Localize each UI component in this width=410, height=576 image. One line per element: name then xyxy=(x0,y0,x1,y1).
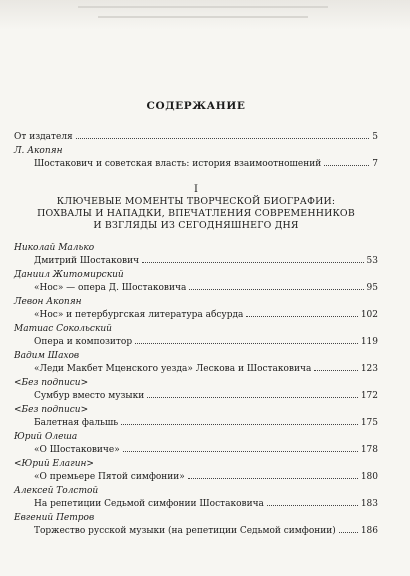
table-of-contents xyxy=(14,100,378,538)
entry-page: 186 xyxy=(360,526,378,536)
bleed-line xyxy=(98,16,308,18)
entry-title: Торжество русской музыки (на репетиции Седьмой симфонии) xyxy=(34,526,336,536)
leader-dots xyxy=(135,343,358,344)
entry-author: Николай Малько xyxy=(14,243,95,253)
entry-page: 183 xyxy=(360,499,378,509)
leader-dots xyxy=(339,532,358,533)
entry-page: 172 xyxy=(360,391,378,401)
page-title: СОДЕРЖАНИЕ xyxy=(146,100,246,112)
leader-dots xyxy=(189,289,363,290)
toc-entry[interactable] xyxy=(14,255,378,268)
entry-title: Опера и композитор xyxy=(34,337,133,347)
entry-page: 180 xyxy=(360,472,378,482)
leader-dots xyxy=(147,397,358,398)
leader-dots xyxy=(314,370,357,371)
entry-title: Балетная фальшь xyxy=(34,418,119,428)
entry-title: Дмитрий Шостакович xyxy=(34,256,140,266)
toc-entry[interactable] xyxy=(14,309,378,322)
leader-dots xyxy=(188,478,358,479)
entry-page: 123 xyxy=(360,364,378,374)
leader-dots xyxy=(324,165,369,166)
toc-entry[interactable] xyxy=(14,390,378,403)
entry-title: «Леди Макбет Мценского уезда» Лескова и Шостаковича xyxy=(34,364,312,374)
entry-page: 53 xyxy=(366,256,378,266)
entry-author: Вадим Шахов xyxy=(14,351,80,361)
section-heading-line: КЛЮЧЕВЫЕ МОМЕНТЫ ТВОРЧЕСКОЙ БИОГРАФИИ: xyxy=(56,196,336,207)
entry-page: 178 xyxy=(360,445,378,455)
toc-entry[interactable] xyxy=(14,363,378,376)
entry-author: <Без подписи> xyxy=(14,378,89,388)
toc-entry[interactable] xyxy=(14,417,378,430)
entry-title: «Нос» — опера Д. Шостаковича xyxy=(34,283,187,293)
entry-author: Алексей Толстой xyxy=(14,486,99,496)
entry-page: 102 xyxy=(360,310,378,320)
entry-page: 7 xyxy=(372,159,378,169)
entry-author: <Юрий Елагин> xyxy=(14,459,94,469)
section-heading-line: И ВЗГЛЯДЫ ИЗ СЕГОДНЯШНЕГО ДНЯ xyxy=(93,220,299,231)
toc-entry[interactable] xyxy=(14,444,378,457)
entry-author: Евгений Петров xyxy=(14,513,95,523)
toc-entry[interactable] xyxy=(14,498,378,511)
toc-entry[interactable] xyxy=(14,336,378,349)
leader-dots xyxy=(142,262,364,263)
entry-author: Даниил Житомирский xyxy=(14,270,124,280)
leader-dots xyxy=(246,316,357,317)
leader-dots xyxy=(267,505,358,506)
entry-title: На репетиции Седьмой симфонии Шостаковича xyxy=(34,499,264,509)
entry-page: 95 xyxy=(366,283,378,293)
toc-entries xyxy=(14,242,378,538)
leader-dots xyxy=(123,451,358,452)
entry-page: 5 xyxy=(372,132,378,142)
section-heading xyxy=(14,183,378,232)
leader-dots xyxy=(121,424,358,425)
entry-author: Матиас Сокольский xyxy=(14,324,112,334)
section-number: I xyxy=(194,184,198,195)
entry-page: 175 xyxy=(360,418,378,428)
entry-title: «О Шостаковиче» xyxy=(34,445,120,455)
leader-dots xyxy=(76,138,370,139)
previous-page-bleed xyxy=(0,0,410,30)
entry-page: 119 xyxy=(360,337,378,347)
entry-author: <Без подписи> xyxy=(14,405,89,415)
entry-title: «Нос» и петербургская литература абсурда xyxy=(34,310,244,320)
toc-entry-introduction[interactable] xyxy=(14,158,378,171)
toc-entry[interactable] xyxy=(14,282,378,295)
section-heading-line: ПОХВАЛЫ И НАПАДКИ, ВПЕЧАТЛЕНИЯ СОВРЕМЕННИКОВ xyxy=(37,208,355,219)
entry-author: Левон Акопян xyxy=(14,297,82,307)
entry-title: Шостакович и советская власть: история взаимоотношений xyxy=(34,159,322,169)
toc-entry-publisher[interactable] xyxy=(14,131,378,144)
entry-title: От издателя xyxy=(14,132,73,142)
entry-author: Л. Акопян xyxy=(14,146,63,156)
entry-title: «О премьере Пятой симфонии» xyxy=(34,472,185,482)
toc-entry[interactable] xyxy=(14,525,378,538)
entry-title: Сумбур вместо музыки xyxy=(34,391,145,401)
entry-author: Юрий Олеша xyxy=(14,432,78,442)
toc-entry[interactable] xyxy=(14,471,378,484)
bleed-line xyxy=(78,6,328,8)
